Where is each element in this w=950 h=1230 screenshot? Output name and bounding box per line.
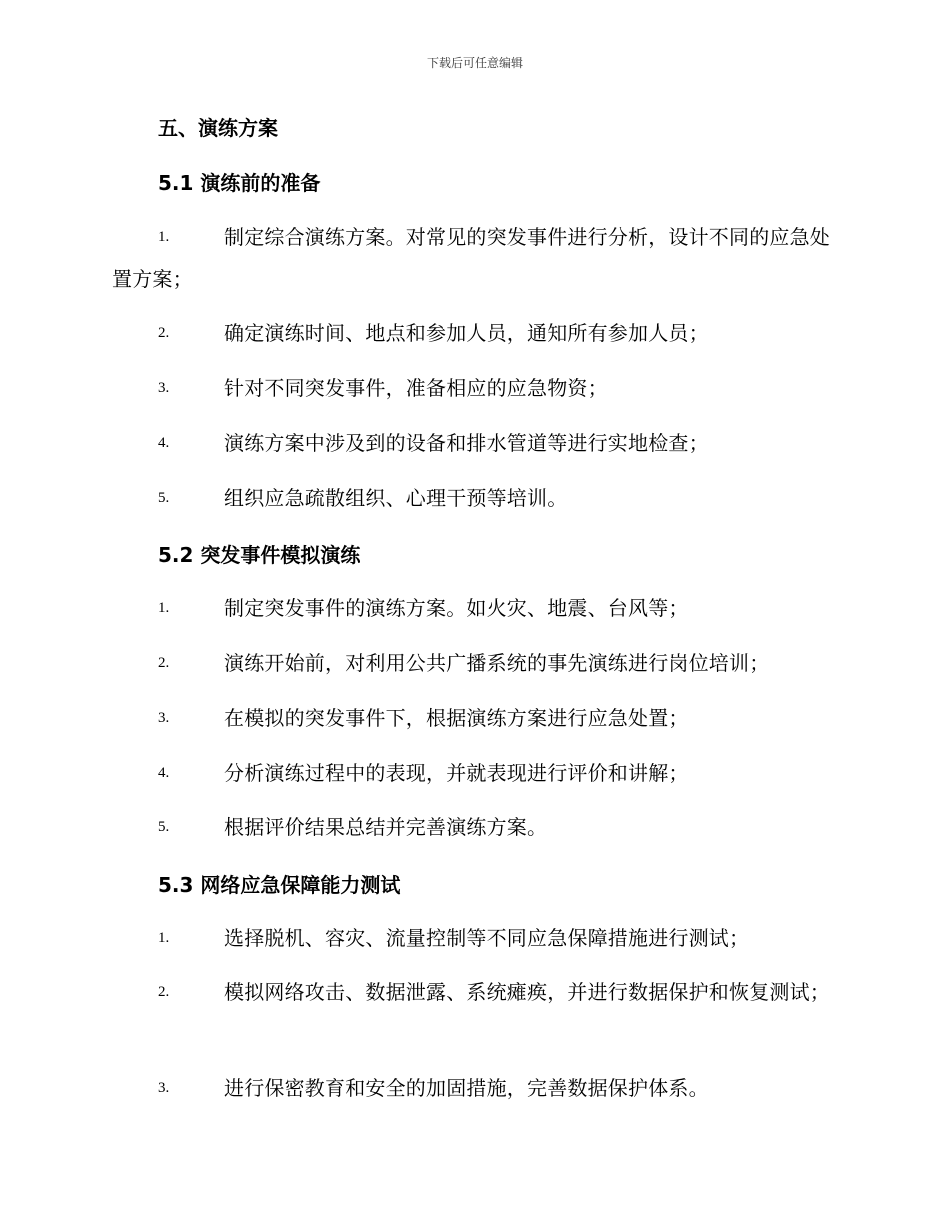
subsection-title-5-3: 5.3 网络应急保障能力测试 [158, 873, 401, 897]
list-item-text: 制定突发事件的演练方案。如火灾、地震、台风等； [224, 596, 689, 620]
list-item-number: 4. [158, 765, 170, 781]
list-item-text: 确定演练时间、地点和参加人员，通知所有参加人员； [224, 321, 709, 345]
list-item [112, 477, 842, 519]
subsection-title-5-2: 5.2 突发事件模拟演练 [158, 543, 361, 567]
list-item-number: 2. [158, 655, 170, 671]
list-item-number: 2. [158, 325, 170, 341]
list-item-text: 演练方案中涉及到的设备和排水管道等进行实地检查； [224, 431, 709, 455]
list-item-text: 选择脱机、容灾、流量控制等不同应急保障措施进行测试； [224, 926, 750, 950]
list-item-number: 3. [158, 380, 170, 396]
list-item-number: 5. [158, 490, 170, 506]
list-item-text: 制定综合演练方案。对常见的突发事件进行分析，设计不同的应急处置方案； [112, 225, 830, 291]
list-item-number: 1. [158, 600, 170, 616]
list-item-number: 3. [158, 710, 170, 726]
list-item-text: 根据评价结果总结并完善演练方案。 [224, 815, 548, 839]
list-item [112, 752, 842, 794]
list-item [112, 917, 842, 959]
list-item-text: 分析演练过程中的表现，并就表现进行评价和讲解； [224, 761, 689, 785]
list-item-number: 1. [158, 229, 170, 245]
list-item-text: 模拟网络攻击、数据泄露、系统瘫痪，并进行数据保护和恢复测试； [224, 980, 830, 1004]
list-item [112, 216, 842, 300]
list-item [112, 587, 842, 629]
list-item-number: 1. [158, 930, 170, 946]
list-item-number: 2. [158, 984, 170, 1000]
list-item-text: 组织应急疏散组织、心理干预等培训。 [224, 486, 568, 510]
list-item-text: 进行保密教育和安全的加固措施，完善数据保护体系。 [224, 1076, 709, 1100]
list-item [112, 806, 842, 848]
list-item [112, 642, 842, 684]
list-item [112, 367, 842, 409]
section-title: 五、演练方案 [158, 116, 278, 140]
list-item [112, 1067, 842, 1109]
list-item [112, 697, 842, 739]
list-item [112, 971, 842, 1013]
list-item [112, 422, 842, 464]
list-item-text: 演练开始前，对利用公共广播系统的事先演练进行岗位培训； [224, 651, 770, 675]
list-item-number: 3. [158, 1080, 170, 1096]
list-item-text: 针对不同突发事件，准备相应的应急物资； [224, 376, 608, 400]
list-item-number: 4. [158, 435, 170, 451]
subsection-title-5-1: 5.1 演练前的准备 [158, 171, 321, 195]
page-header: 下载后可任意编辑 [426, 56, 523, 70]
list-item-text: 在模拟的突发事件下，根据演练方案进行应急处置； [224, 706, 689, 730]
list-item-number: 5. [158, 819, 170, 835]
list-item [112, 312, 842, 354]
